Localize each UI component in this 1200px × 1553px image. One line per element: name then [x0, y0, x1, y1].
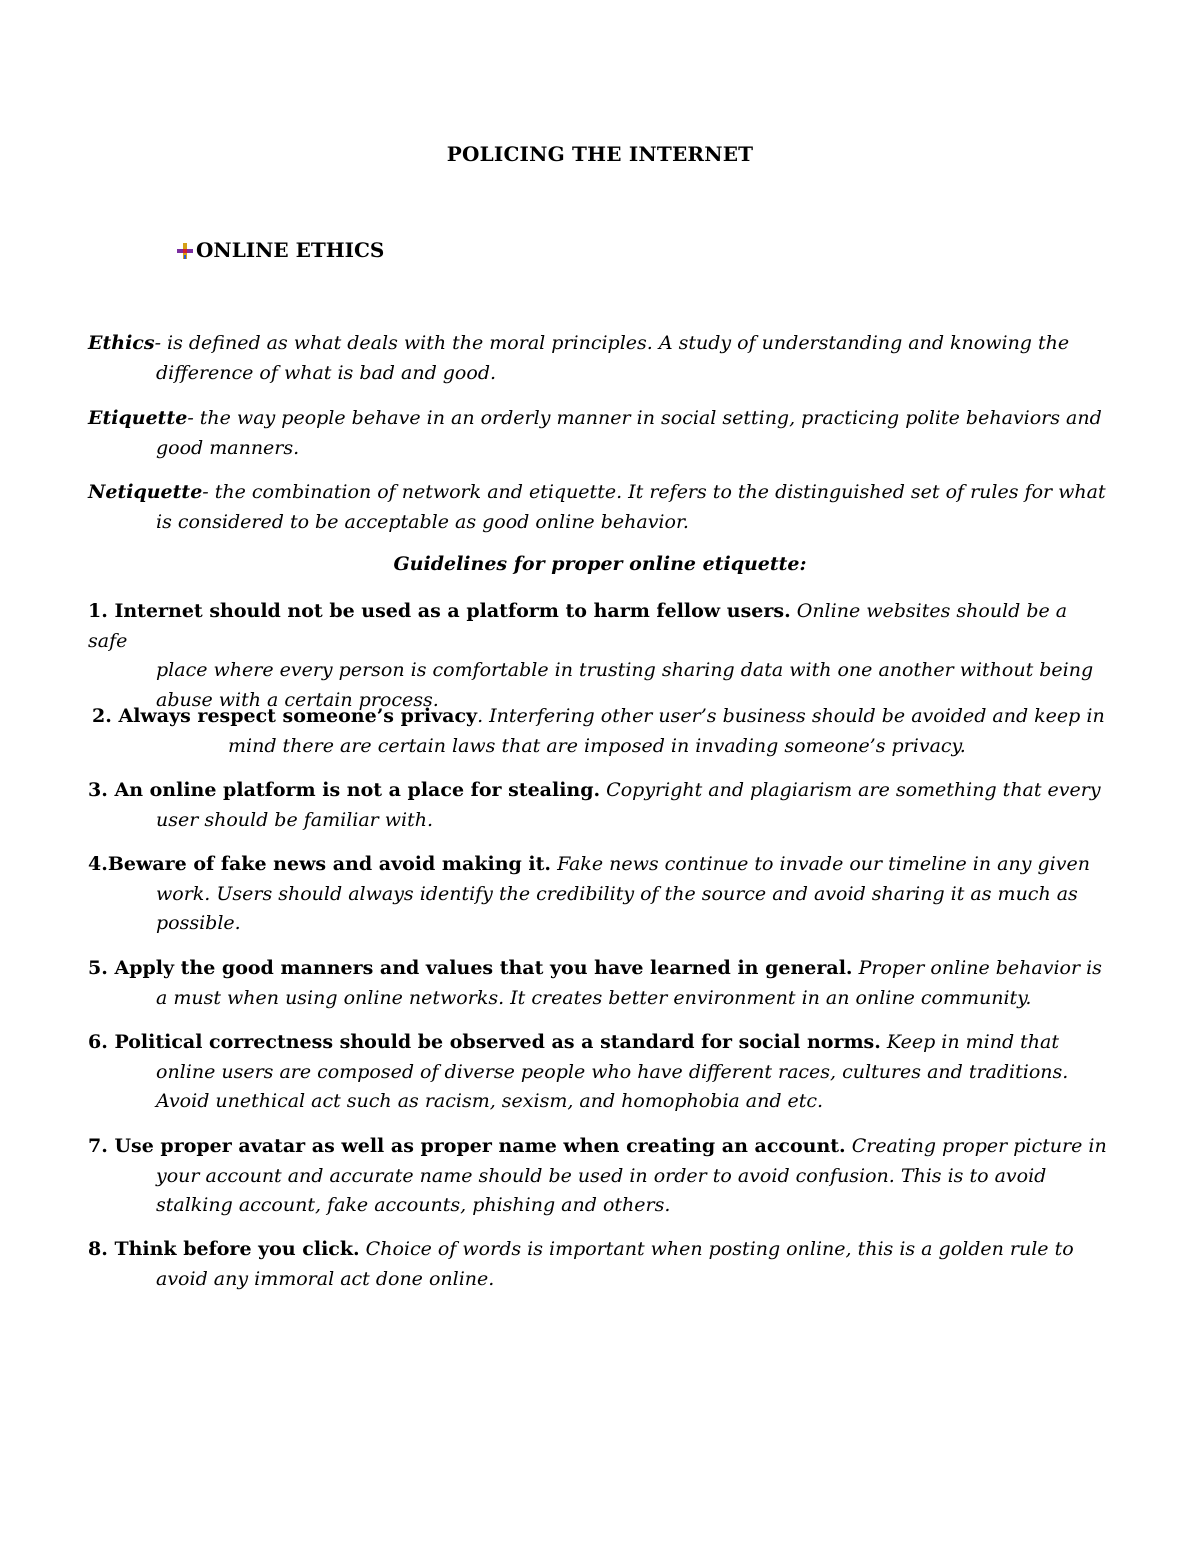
- definition-etiquette: [88, 404, 1112, 463]
- rule-text: Choice of words is important when posting online, this is a golden rule to: [359, 1238, 1074, 1260]
- rule-text: Fake news continue to invade our timeline in any given: [551, 853, 1090, 875]
- rule-text-continued: abuse with a certain process.: [156, 688, 439, 711]
- rule-heading: 2. Always respect someone’s privacy: [92, 705, 478, 727]
- rule-text: Keep in mind that: [880, 1031, 1060, 1053]
- rule-text: Creating proper picture in: [845, 1135, 1107, 1157]
- rule-text-continued: your account and accurate name should be used in order to avoid confusion. This is to avoid: [156, 1164, 1047, 1187]
- definition-text: - the combination of network and etiquette. It refers to the distinguished set of rules for what: [202, 481, 1106, 503]
- rule-6: [88, 1028, 1112, 1117]
- section-heading: [176, 238, 384, 262]
- rule-text: Proper online behavior is: [852, 957, 1102, 979]
- rule-7: [88, 1132, 1112, 1221]
- rule-4: [88, 850, 1112, 939]
- rule-1: [88, 597, 1112, 715]
- definition-text-continued: difference of what is bad and good.: [156, 361, 497, 384]
- rule-heading: 7. Use proper avatar as well as proper name when creating an account.: [88, 1135, 846, 1157]
- rule-text: Online websites should be a safe: [88, 600, 1068, 652]
- definition-ethics: [88, 329, 1112, 388]
- rule-text: . Interfering other user’s business should be avoided and keep in: [477, 705, 1105, 727]
- rule-text-continued: possible.: [156, 912, 241, 934]
- rule-heading: 5. Apply the good manners and values that you have learned in general.: [88, 957, 853, 979]
- section-heading-text: ONLINE ETHICS: [196, 238, 385, 262]
- rule-heading: 8. Think before you click.: [88, 1238, 360, 1260]
- rule-heading: 4.Beware of fake news and avoid making it.: [88, 853, 552, 875]
- rule-text-continued: avoid any immoral act done online.: [156, 1267, 495, 1290]
- rule-text-continued: place where every person is comfortable in trusting sharing data with one another without being: [156, 659, 1094, 681]
- rule-5: [88, 954, 1112, 1013]
- definition-term: Netiquette: [88, 481, 203, 503]
- rule-text-continued: a must when using online networks. It creates better environment in an online community.: [156, 986, 1032, 1009]
- rule-2: [92, 702, 1116, 761]
- page-title: POLICING THE INTERNET: [446, 142, 754, 166]
- definition-term: Ethics: [88, 332, 155, 354]
- definition-text-continued: good manners.: [156, 436, 300, 459]
- bullet-icon: [176, 241, 194, 259]
- rule-heading: 3. An online platform is not a place for stealing.: [88, 779, 601, 801]
- rule-heading: 6. Political correctness should be observed as a standard for social norms.: [88, 1031, 881, 1053]
- rule-text-continued: user should be familiar with.: [156, 808, 434, 831]
- definition-term: Etiquette: [88, 407, 188, 429]
- definition-netiquette: [88, 478, 1112, 537]
- rule-text: Copyright and plagiarism are something that every: [600, 779, 1101, 801]
- rule-text-continued: work. Users should always identify the credibility of the source and avoid sharing it as much as: [156, 882, 1078, 905]
- rule-text-continued: Avoid unethical act such as racism, sexism, and homophobia and etc.: [156, 1090, 824, 1112]
- rule-8: [88, 1235, 1112, 1294]
- definition-text: - the way people behave in an orderly manner in social setting, practicing polite behaviors and: [187, 407, 1102, 429]
- rule-text-continued: stalking account, fake accounts, phishing and others.: [156, 1194, 671, 1216]
- definition-text: - is defined as what deals with the moral principles. A study of understanding and knowing the: [154, 332, 1070, 354]
- rule-text-continued: online users are composed of diverse people who have different races, cultures and traditions.: [156, 1060, 1069, 1083]
- rule-3: [88, 776, 1112, 835]
- rule-heading: 1. Internet should not be used as a platform to harm fellow users.: [88, 600, 791, 622]
- rule-text-continued: mind there are certain laws that are imposed in invading someone’s privacy.: [228, 734, 966, 757]
- guidelines-heading: Guidelines for proper online etiquette:: [393, 553, 807, 575]
- definition-text-continued: is considered to be acceptable as good online behavior.: [156, 510, 689, 533]
